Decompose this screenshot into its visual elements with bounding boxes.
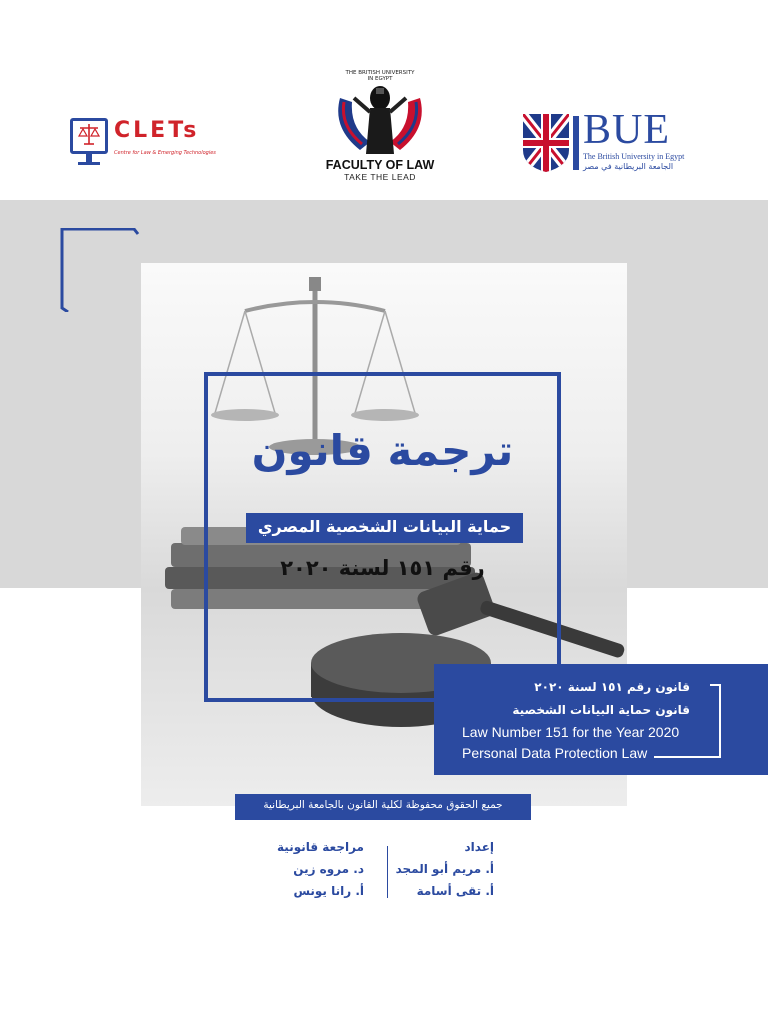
union-jack-shield-icon bbox=[523, 114, 569, 172]
corner-bracket-decoration bbox=[58, 228, 140, 312]
law-number-line: رقم ١٥١ لسنة ٢٠٢٠ bbox=[280, 556, 485, 580]
clets-tagline: Centre for Law & Emerging Technologies bbox=[114, 150, 216, 156]
faculty-of-law-logo bbox=[320, 68, 440, 188]
bue-wordmark: BUE bbox=[583, 107, 670, 153]
monitor-base bbox=[78, 162, 100, 165]
faculty-title: FACULTY OF LAW bbox=[325, 158, 435, 172]
info-arabic-law-number: قانون رقم ١٥١ لسنة ٢٠٢٠ bbox=[534, 680, 690, 694]
clets-wordmark: CLETs bbox=[114, 118, 200, 143]
info-english-law-number: Law Number 151 for the Year 2020 bbox=[462, 724, 680, 740]
faculty-top-text: THE BRITISH UNIVERSITY IN EGYPT bbox=[345, 70, 415, 82]
rights-text: جميع الحقوق محفوظة لكلية القانون بالجامعة البريطانية bbox=[263, 799, 503, 811]
author-name: أ. مريم أبو المجد bbox=[395, 862, 494, 876]
info-arabic-law-name: قانون حماية البيانات الشخصية bbox=[512, 703, 690, 717]
bue-logo bbox=[523, 107, 703, 174]
scales-icon bbox=[78, 122, 100, 148]
clets-logo bbox=[70, 110, 230, 174]
info-english-law-name: Personal Data Protection Law bbox=[462, 745, 648, 761]
bue-arabic-name: الجامعة البريطانية في مصر bbox=[583, 162, 674, 171]
reviewer-name: د. مروه زين bbox=[293, 862, 364, 876]
review-heading: مراجعة قانونية bbox=[277, 840, 364, 854]
subtitle-text: حماية البيانات الشخصية المصري bbox=[257, 517, 512, 536]
reviewer-name: أ. رانا يونس bbox=[293, 884, 364, 898]
page-title: ترجمة قانون bbox=[251, 426, 514, 475]
author-name: أ. تقى أسامة bbox=[416, 884, 494, 898]
prepared-heading: إعداد bbox=[464, 840, 494, 854]
faculty-tagline: TAKE THE LEAD bbox=[344, 172, 416, 182]
bue-english-name: The British University in Egypt bbox=[583, 152, 685, 161]
bue-divider-bar bbox=[573, 116, 579, 170]
monitor-stand bbox=[86, 154, 92, 162]
